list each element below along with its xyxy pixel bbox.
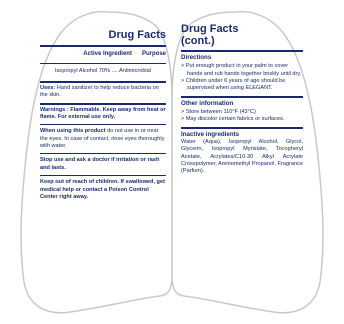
- divider: [40, 63, 166, 64]
- other-information-item: > May discolor certain fabrics or surfaces.: [181, 116, 285, 123]
- divider: [40, 81, 166, 83]
- other-information-heading: Other information: [181, 99, 234, 107]
- divider: [181, 127, 303, 129]
- divider: [40, 153, 166, 154]
- drug-facts-cont-title: [181, 24, 303, 47]
- active-ingredient-line: Isopropyl Alcohol 70% .... Antimicrobial: [54, 68, 152, 75]
- divider: [40, 45, 166, 47]
- uses-text: Hand sanitizer to help reduce bacteria on the skin.: [40, 84, 159, 99]
- inactive-ingredients-heading: Inactive ingredients: [181, 130, 240, 138]
- inactive-ingredients-text: Water (Aqua), Isopropyl Alcohol, Glycol, Glycerin, Isopropyl Myristate, Tocopheryl Acetate, Acrylates/C10-30 Alkyl Acrylate Crosspolymer, Aminomethyl Propanol, Fragrance (Parfum).: [181, 138, 303, 175]
- stop-use-section: Stop use and ask a doctor if irritation or rash and lasts.: [40, 157, 160, 171]
- warnings-section: [40, 107, 166, 122]
- title-line1: Drug Facts: [181, 23, 239, 35]
- active-ingredient-heading: Active Ingredient: [83, 50, 132, 57]
- divider: [181, 50, 303, 52]
- divider: [40, 175, 166, 176]
- drug-facts-panel-left: [40, 30, 166, 201]
- directions-item: > Children under 6 years of age should be supervised when using ELEGANT.: [181, 78, 286, 92]
- keep-out-of-reach-section: Keep out of reach of children. If swallowed, get medical help or contact a Poison Control Center right away.: [40, 179, 165, 200]
- purpose-heading: Purpose: [141, 50, 166, 57]
- title-line2: (cont.): [181, 34, 215, 47]
- directions-list: [181, 63, 303, 93]
- active-purpose-header: [40, 49, 166, 61]
- warnings-label: Warnings :: [40, 106, 69, 113]
- when-using-section: [40, 128, 166, 150]
- divider: [40, 103, 166, 105]
- other-information-list: [181, 109, 303, 124]
- drug-facts-panel-right: [181, 24, 303, 176]
- drug-facts-title: Drug Facts: [108, 29, 166, 41]
- warnings-text: Flammable. Keep away from heat or flame. For external use only.: [40, 106, 166, 120]
- other-information-item: > Store between 110°F (43°C): [181, 108, 256, 115]
- directions-heading: Directions: [181, 54, 212, 62]
- uses-label: Uses:: [40, 84, 56, 91]
- when-using-label: When using this product: [40, 128, 106, 135]
- uses-section: [40, 85, 166, 100]
- divider: [181, 96, 303, 98]
- when-using-text: do not use in or near the eyes. In case of contact, rinse eyes thoroughly with water.: [40, 128, 165, 150]
- directions-item: > Put enough product in your palm to cover hands and rub hands together briskly until dry.: [181, 63, 302, 77]
- divider: [40, 124, 166, 125]
